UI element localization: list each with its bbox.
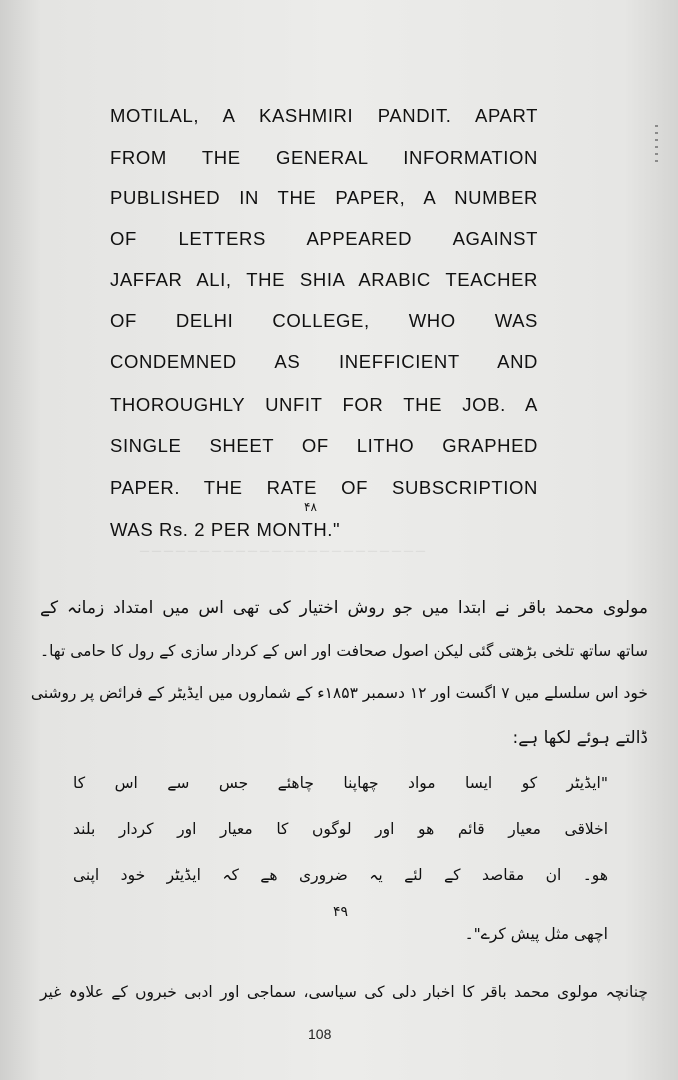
english-line: SINGLE SHEET OF LITHO GRAPHED: [110, 435, 538, 456]
urdu-quote-line: ھو۔ ان مقاصد کے لئے یہ ضروری ھے کہ ایڈیٹر خود اپنی: [73, 866, 608, 884]
urdu-quote-line: اچھی مثل پیش کرے"۔: [464, 925, 608, 943]
page-number: 108: [308, 1026, 332, 1042]
urdu-line: خود اس سلسلے میں ۷ اگست اور ۱۲ دسمبر ۱۸۵۳ء کے شماروں میں ایڈیٹر کے فرائض پر روشنی: [30, 684, 648, 702]
english-line: PAPER. THE RATE OF SUBSCRIPTION: [110, 477, 538, 498]
english-line: THOROUGHLY UNFIT FOR THE JOB. A: [110, 394, 538, 415]
english-line: JAFFAR ALI, THE SHIA ARABIC TEACHER: [110, 269, 538, 290]
urdu-quote-line: اخلاقی معیار قائم ھو اور لوگوں کا معیار اور کردار بلند: [73, 820, 608, 838]
quote-footnote-marker: ۴۹: [333, 904, 349, 920]
urdu-quote-line: "ایڈیٹر کو ایسا مواد چھاپنا چاھئے جس سے اس کا: [73, 774, 608, 792]
footnote-marker: ۴۸: [304, 500, 317, 514]
urdu-line: ساتھ ساتھ تلخی بڑھتی گئی لیکن اصول صحافت اور اس کے کردار سازی کے رول کا حامی تھا۔: [40, 642, 648, 660]
urdu-line: مولوی محمد باقر نے ابتدا میں جو روش اختیار کی تھی اس میں امتداد زمانہ کے: [40, 598, 648, 618]
show-through-text: ‾‾‾‾‾‾‾‾‾‾‾‾‾‾‾‾‾‾‾‾‾‾‾‾: [140, 548, 428, 569]
urdu-final-line: چنانچہ مولوی محمد باقر کا اخبار دلی کی سیاسی، سماجی اور ادبی خبروں کے علاوہ غیر: [40, 983, 648, 1001]
urdu-line: ڈالتے ہوئے لکھا ہے:: [512, 728, 648, 748]
english-line: FROM THE GENERAL INFORMATION: [110, 147, 538, 168]
english-line: PUBLISHED IN THE PAPER, A NUMBER: [110, 187, 538, 208]
english-line: OF DELHI COLLEGE, WHO WAS: [110, 310, 538, 331]
english-line: WAS Rs. 2 PER MONTH.": [110, 519, 341, 540]
english-line: MOTILAL, A KASHMIRI PANDIT. APART: [110, 105, 538, 126]
english-line: CONDEMNED AS INEFFICIENT AND: [110, 351, 538, 372]
english-line: OF LETTERS APPEARED AGAINST: [110, 228, 538, 249]
page-edge-mark: [655, 125, 658, 165]
